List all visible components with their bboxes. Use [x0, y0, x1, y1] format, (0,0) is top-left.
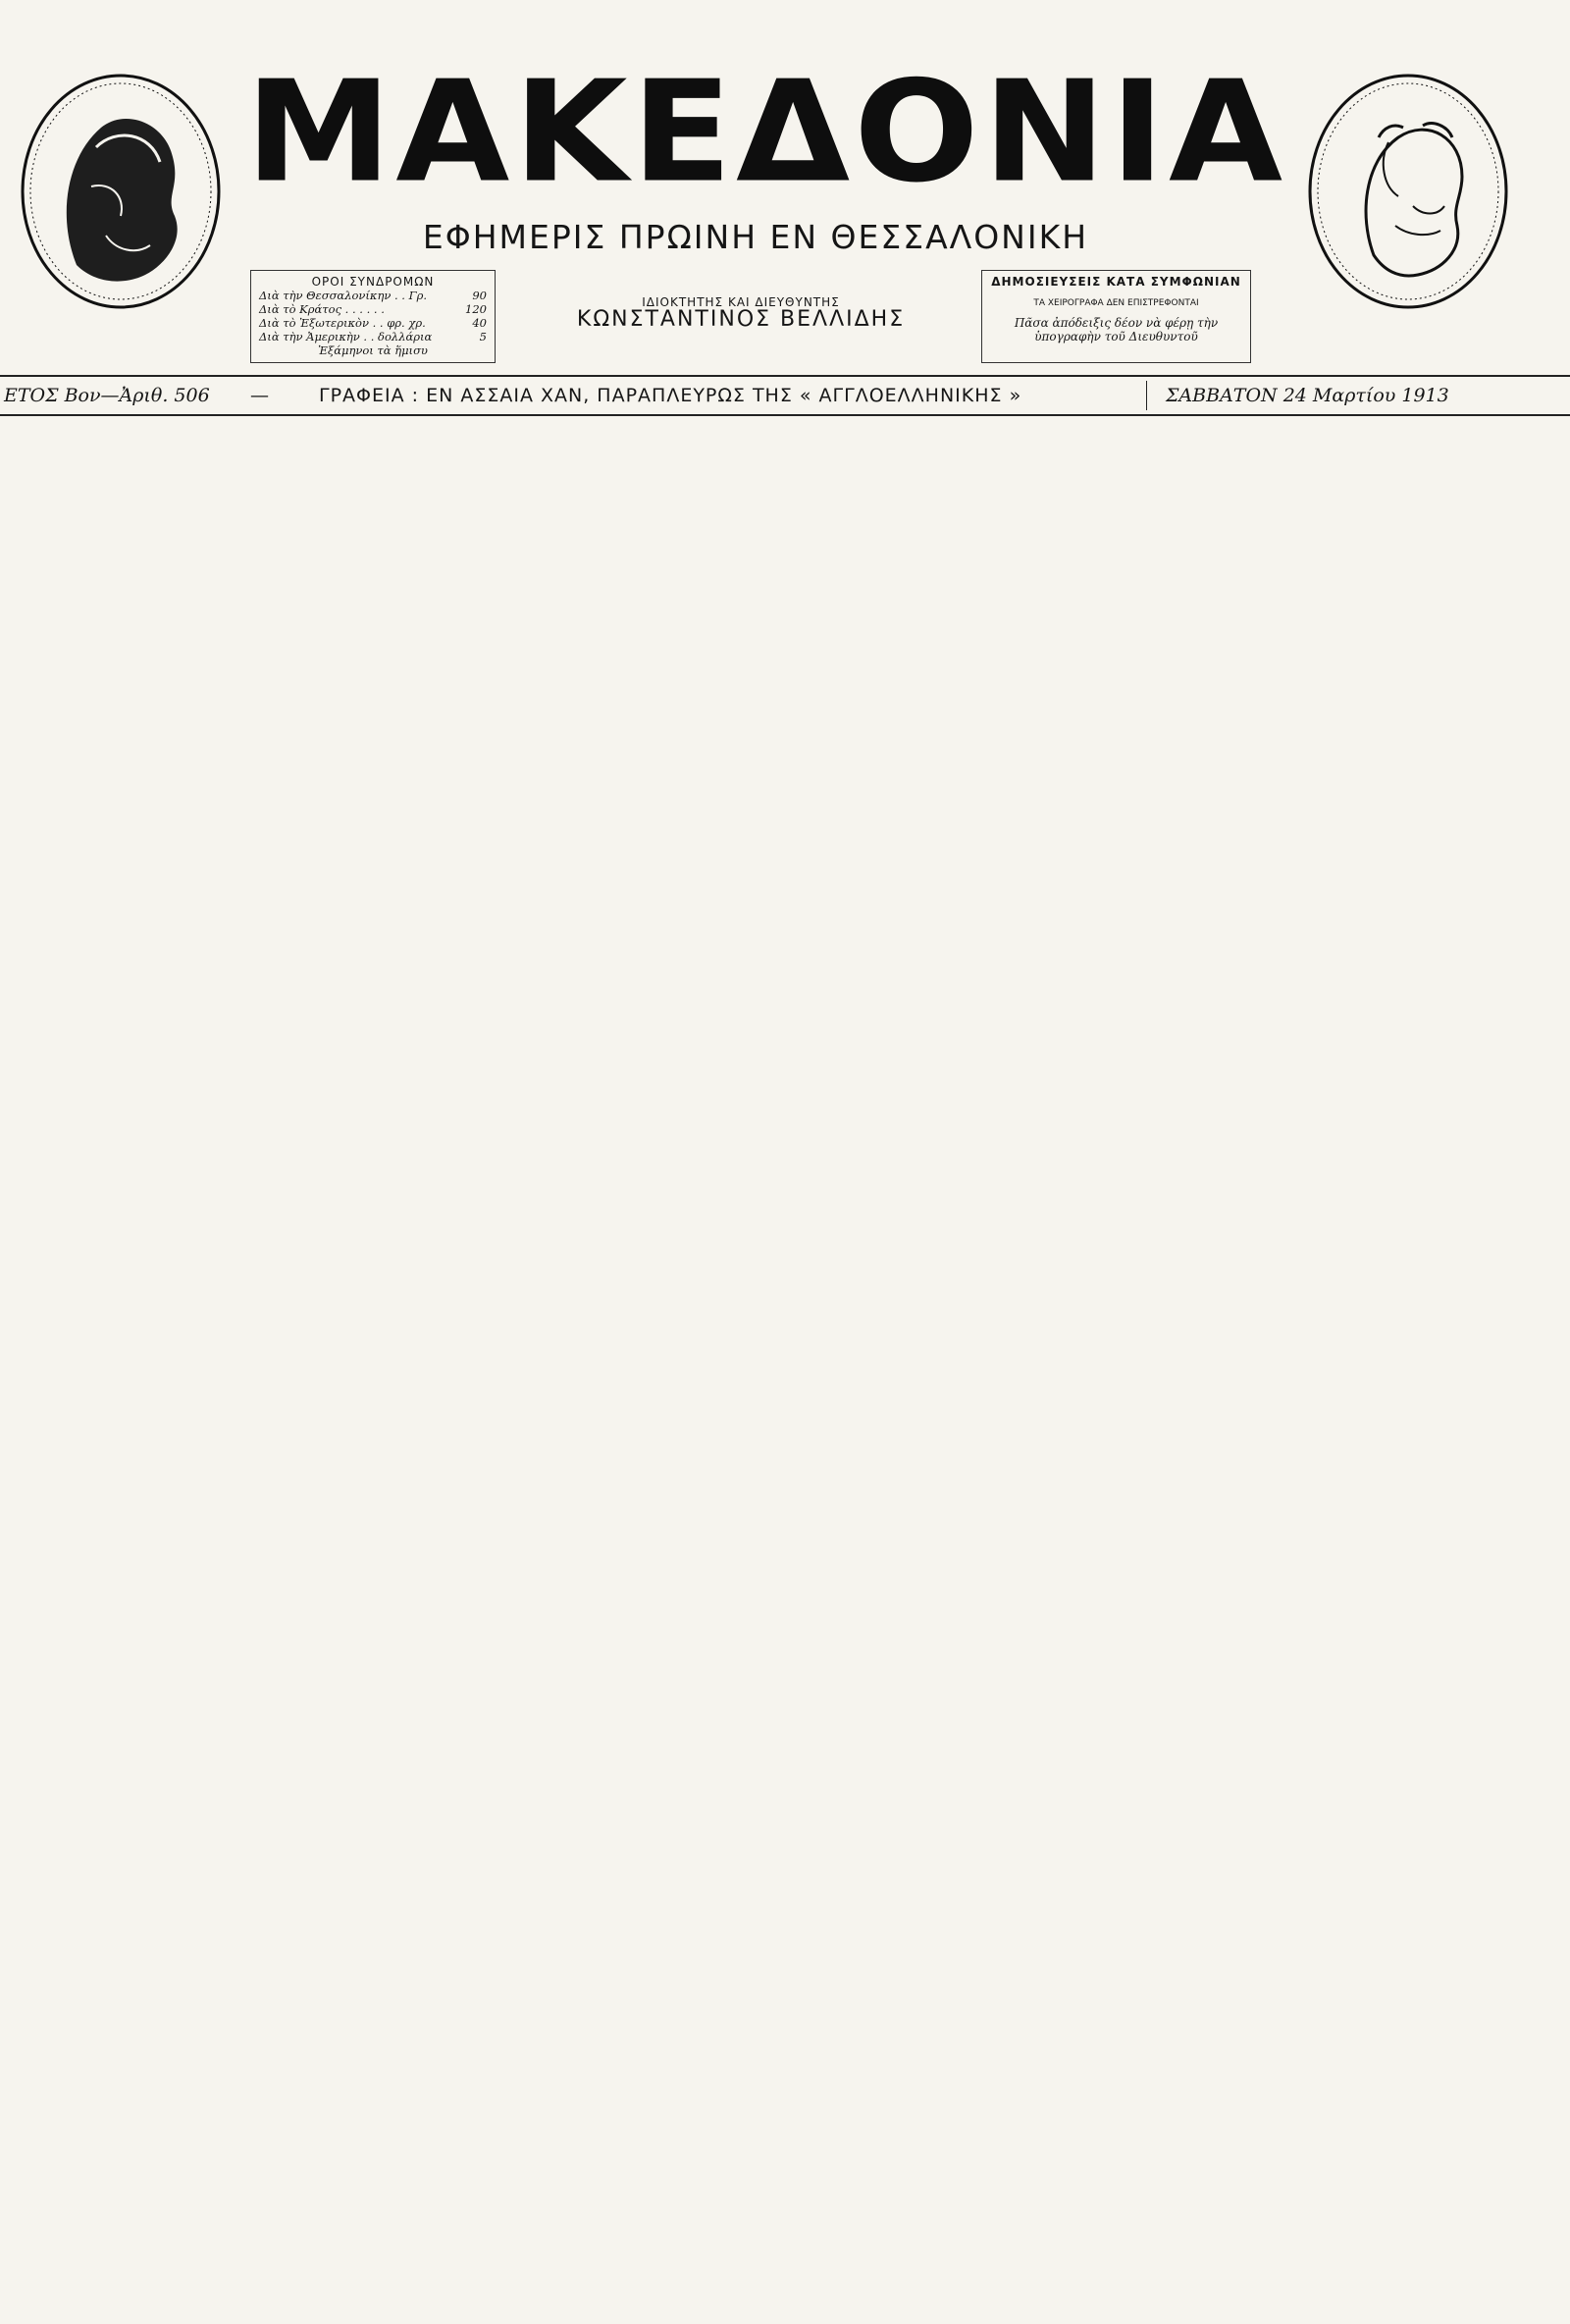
- subscription-row: [259, 316, 487, 330]
- director-box: [510, 270, 971, 363]
- column-ethnos: [0, 424, 306, 2318]
- subscription-note: Ἐξάμηνοι τὰ ἥμισυ: [318, 343, 428, 357]
- subscription-price: 5: [479, 330, 487, 343]
- office-address: ΓΡΑΦΕΙΑ : ΕΝ ΑΣΣΑΙΑ ΧΑΝ, ΠΑΡΑΠΛΕΥΡΩΣ ΤΗΣ « ΑΓΓΛΟΕΛΛΗΝΙΚΗΣ »: [319, 385, 1022, 406]
- info-divider: [1146, 381, 1147, 410]
- subscription-label: Διὰ τὸ Ἐξωτερικὸν . . φρ. χρ.: [259, 316, 426, 330]
- subscription-row: [259, 302, 487, 316]
- subscription-label: Διὰ τὴν Θεσσαλονίκην . . Γρ.: [259, 289, 428, 302]
- info-dash: —: [250, 385, 269, 406]
- subscription-label: Διὰ τὸ Κράτος . . . . . .: [259, 302, 385, 316]
- issue-info-bar: [0, 375, 1570, 416]
- masthead: [0, 0, 1570, 373]
- issue-number: ΕΤΟΣ Βον—Ἀριθ. 506: [4, 385, 210, 406]
- director-name: ΚΩΝΣΤΑΝΤΙΝΟΣ ΒΕΛΛΙΔΗΣ: [576, 307, 906, 332]
- masthead-subtitle: ΕΦΗΜΕΡΙΣ ΠΡΩΙΝΗ ΕΝ ΘΕΣΣΑΛΟΝΙΚΗ: [422, 218, 1089, 256]
- advertising-box: [981, 270, 1251, 363]
- subscription-price: 120: [465, 302, 487, 316]
- advertising-note: ΤΑ ΧΕΙΡΟΓΡΑΦΑ ΔΕΝ ΕΠΙΣΤΡΕΦΟΝΤΑΙ: [1033, 298, 1199, 308]
- advertising-signature-note: Πᾶσα ἀπόδειξις δέον νὰ φέρῃ τὴν ὑπογραφὴν τοῦ Διευθυντοῦ: [1014, 316, 1219, 343]
- issue-date: ΣΑΒΒΑΤΟΝ 24 Μαρτίου 1913: [1166, 385, 1449, 406]
- subscription-price: 90: [472, 289, 487, 302]
- masthead-title: ΜΑΚΕΔΟΝΙΑ: [245, 51, 1287, 214]
- director-role: ΙΔΙΟΚΤΗΤΗΣ ΚΑΙ ΔΙΕΥΘΥΝΤΗΣ: [642, 295, 840, 309]
- subscription-row: [259, 289, 487, 302]
- subscription-price: 40: [472, 316, 487, 330]
- advertising-title: ΔΗΜΟΣΙΕΥΣΕΙΣ ΚΑΤΑ ΣΥΜΦΩΝΙΑΝ: [991, 275, 1241, 289]
- subscription-heading: ΟΡΟΙ ΣΥΝΔΡΟΜΩΝ: [311, 275, 435, 289]
- alexander-coin-icon: [1305, 69, 1511, 314]
- philip-coin-logo: [18, 69, 224, 314]
- subscription-label: Διὰ τὴν Ἀμερικὴν . . δολλάρια: [259, 330, 433, 343]
- philip-coin-icon: [18, 69, 224, 314]
- subscription-row: [259, 330, 487, 343]
- alexander-coin-logo: [1305, 69, 1511, 314]
- subscription-box: [250, 270, 496, 363]
